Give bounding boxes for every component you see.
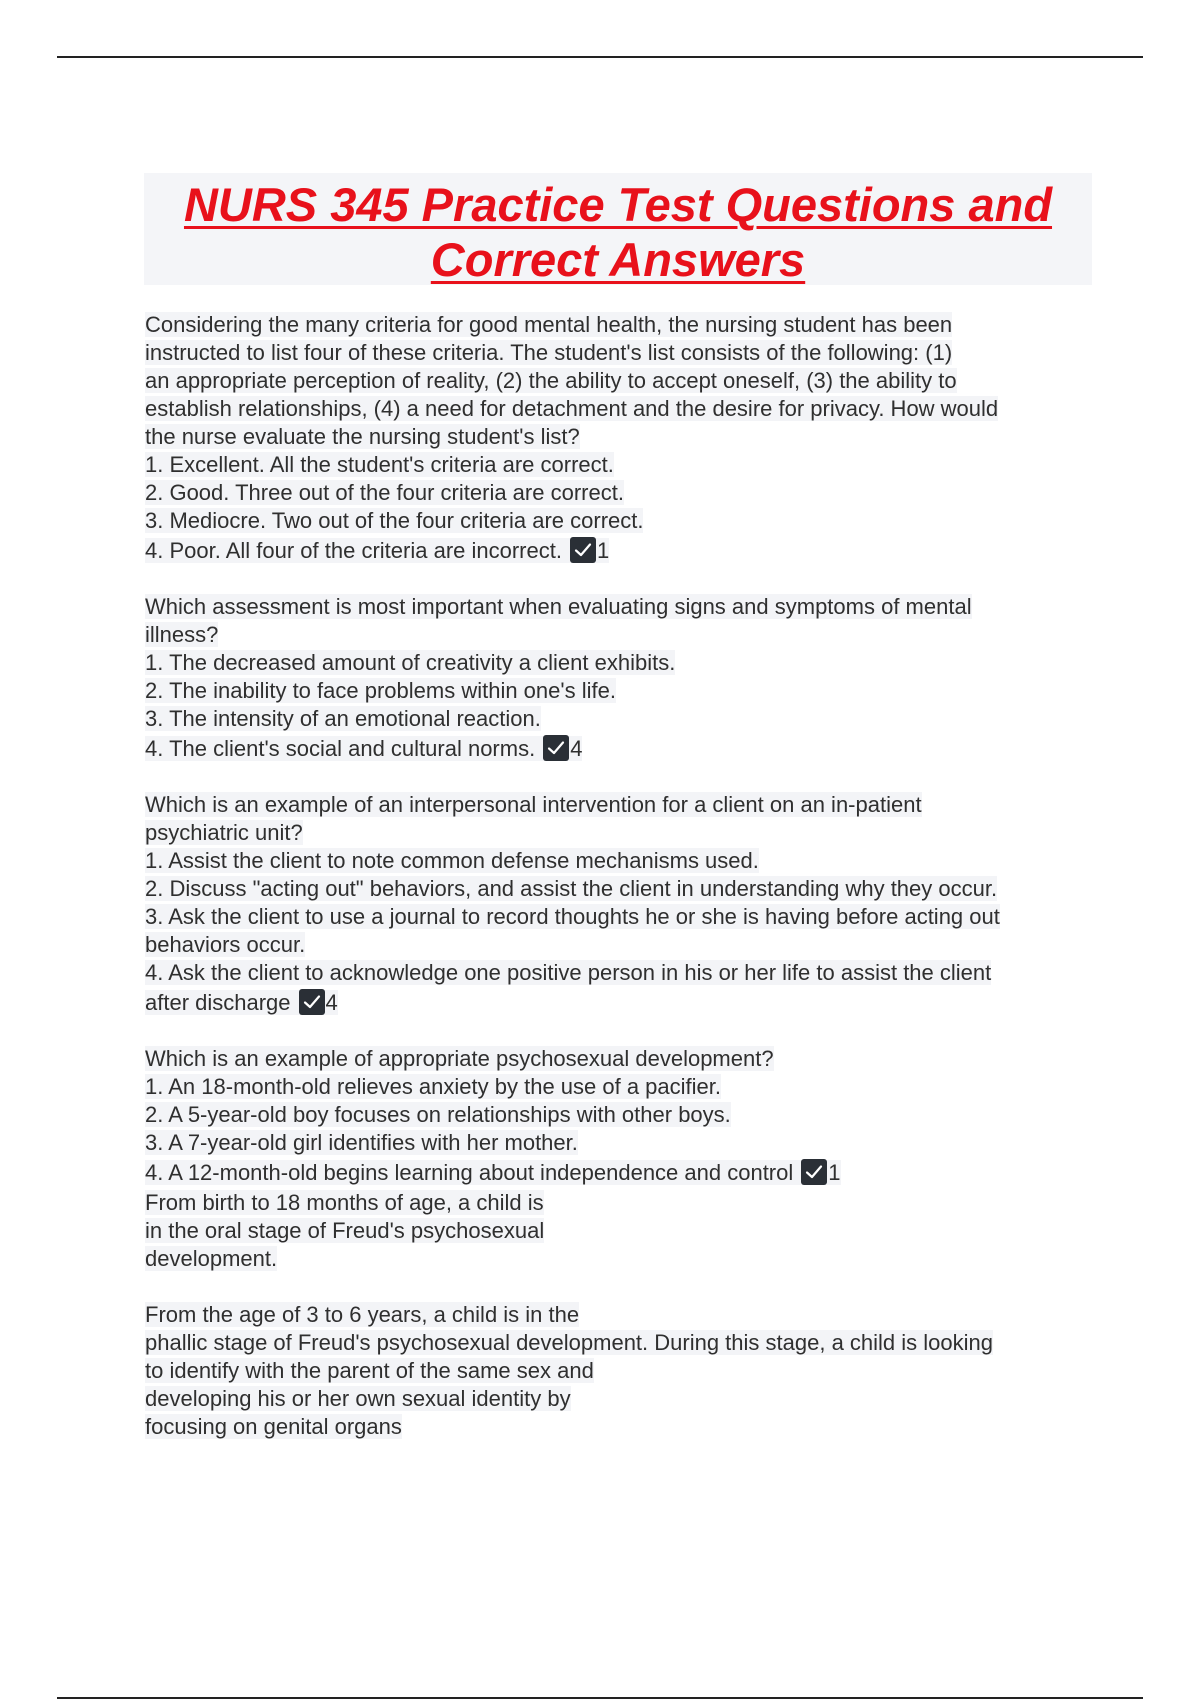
- question-4-option: 3. A 7-year-old girl identifies with her mother.: [145, 1130, 578, 1155]
- question-3-answer: 4: [325, 990, 338, 1015]
- title-banner: [144, 173, 1092, 285]
- question-4-rationale-line: development.: [145, 1246, 278, 1271]
- explanation-line: to identify with the parent of the same sex and: [145, 1358, 594, 1383]
- question-1-stem-line: Considering the many criteria for good mental health, the nursing student has been: [145, 312, 953, 337]
- title-line-1: NURS 345 Practice Test Questions and: [183, 178, 1053, 231]
- checkmark-icon: [570, 537, 596, 563]
- question-4-rationale-line: in the oral stage of Freud's psychosexual: [145, 1218, 545, 1243]
- question-2-stem-line: Which assessment is most important when evaluating signs and symptoms of mental: [145, 594, 972, 619]
- question-3: [145, 791, 1105, 1017]
- question-2-stem-line: illness?: [145, 622, 219, 647]
- question-2-option: 1. The decreased amount of creativity a client exhibits.: [145, 650, 676, 675]
- question-2-option: 3. The intensity of an emotional reaction.: [145, 706, 541, 731]
- question-2-option: 4. The client's social and cultural norms.: [145, 736, 536, 761]
- question-3-option: 2. Discuss "acting out" behaviors, and assist the client in understanding why they occur.: [145, 876, 998, 901]
- question-1-option: 1. Excellent. All the student's criteria are correct.: [145, 452, 614, 477]
- question-4-stem-line: Which is an example of appropriate psychosexual development?: [145, 1046, 774, 1071]
- question-1-option: 4. Poor. All four of the criteria are incorrect.: [145, 538, 562, 563]
- question-list: [145, 311, 1105, 1441]
- bottom-rule: [57, 1697, 1143, 1699]
- explanation-line: From the age of 3 to 6 years, a child is in the: [145, 1302, 580, 1327]
- document-title: [144, 173, 1092, 287]
- question-1-option: 3. Mediocre. Two out of the four criteria are correct.: [145, 508, 644, 533]
- question-3-option: behaviors occur.: [145, 932, 306, 957]
- question-2: [145, 593, 1105, 763]
- question-1-stem-line: an appropriate perception of reality, (2) the ability to accept oneself, (3) the ability to: [145, 368, 957, 393]
- question-3-option: 4. Ask the client to acknowledge one positive person in his or her life to assist the client: [145, 960, 992, 985]
- question-3-option: 3. Ask the client to use a journal to record thoughts he or she is having before acting out: [145, 904, 1000, 929]
- question-2-answer: 4: [570, 736, 583, 761]
- question-3-option: after discharge: [145, 990, 291, 1015]
- question-3-stem-line: Which is an example of an interpersonal intervention for a client on an in-patient: [145, 792, 922, 817]
- title-line-2: Correct Answers: [430, 233, 806, 286]
- question-1-stem-line: the nurse evaluate the nursing student's list?: [145, 424, 580, 449]
- checkmark-icon: [801, 1159, 827, 1185]
- explanation-paragraph: [145, 1301, 1105, 1441]
- question-4-option: 1. An 18-month-old relieves anxiety by the use of a pacifier.: [145, 1074, 721, 1099]
- question-4-answer: 1: [828, 1160, 841, 1185]
- top-rule: [57, 56, 1143, 58]
- question-1-option: 2. Good. Three out of the four criteria are correct.: [145, 480, 624, 505]
- question-1: [145, 311, 1105, 565]
- checkmark-icon: [299, 989, 325, 1015]
- question-3-option: 1. Assist the client to note common defense mechanisms used.: [145, 848, 759, 873]
- checkmark-icon: [543, 735, 569, 761]
- question-1-stem-line: instructed to list four of these criteria. The student's list consists of the following: (1): [145, 340, 953, 365]
- question-1-stem-line: establish relationships, (4) a need for detachment and the desire for privacy. How would: [145, 396, 999, 421]
- question-1-answer: 1: [596, 538, 610, 563]
- question-4-rationale-line: From birth to 18 months of age, a child is: [145, 1190, 544, 1215]
- question-4: [145, 1045, 1105, 1273]
- explanation-line: developing his or her own sexual identity by: [145, 1386, 571, 1411]
- question-2-option: 2. The inability to face problems within one's life.: [145, 678, 616, 703]
- question-4-option: 2. A 5-year-old boy focuses on relationships with other boys.: [145, 1102, 731, 1127]
- question-3-stem-line: psychiatric unit?: [145, 820, 303, 845]
- explanation-line: phallic stage of Freud's psychosexual development. During this stage, a child is looking: [145, 1330, 993, 1355]
- explanation-line: focusing on genital organs: [145, 1414, 402, 1439]
- question-4-option: 4. A 12-month-old begins learning about independence and control: [145, 1160, 794, 1185]
